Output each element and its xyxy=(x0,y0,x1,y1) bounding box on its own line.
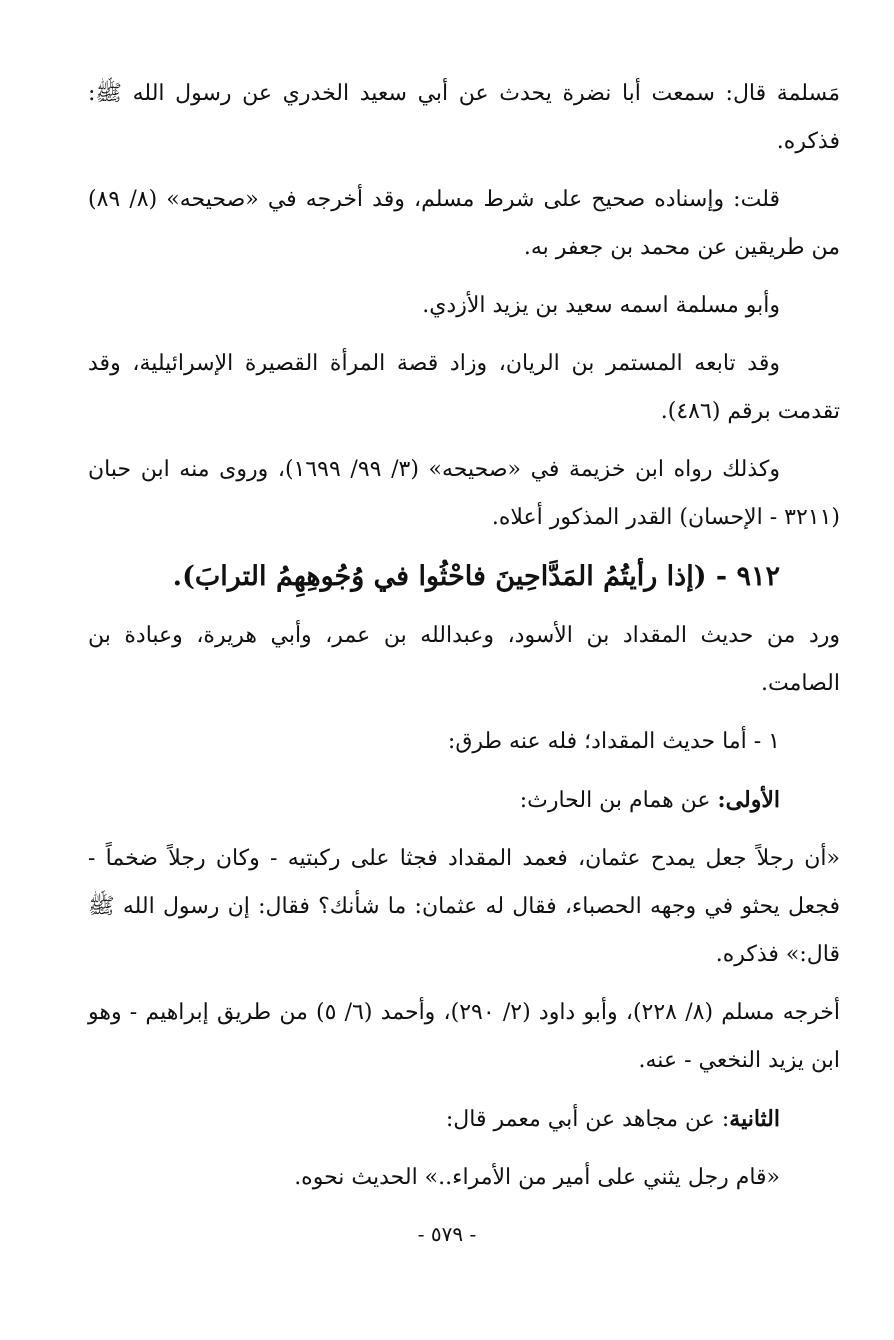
first-route-label: الأولى: xyxy=(717,787,780,813)
paragraph-second-route xyxy=(88,1095,840,1144)
paragraph-miqdad-routes: ١ - أما حديث المقداد؛ فله عنه طرق: xyxy=(447,729,780,754)
paragraph-second-hadith: «قام رجل يثني على أمير من الأمراء..» الحديث نحوه. xyxy=(294,1165,780,1190)
paragraph-first-route xyxy=(88,776,840,825)
second-route-text: : عن مجاهد عن أبي معمر قال: xyxy=(445,1107,730,1132)
paragraph-ibn-khuzayma: وكذلك رواه ابن خزيمة في «صحيحه» (٣/ ٩٩/ ١٦٩٩)، وروى منه ابن حبان (٣٢١١ - الإحسان) القدر المذكور أعلاه. xyxy=(88,457,840,530)
second-route-label: الثانية xyxy=(729,1106,780,1132)
paragraph-narrations: ورد من حديث المقداد بن الأسود، وعبدالله بن عمر، وأبي هريرة، وعبادة بن الصامت. xyxy=(88,623,840,696)
paragraph-isnad-note: قلت: وإسناده صحيح على شرط مسلم، وقد أخرجه في «صحيحه» (٨/ ٨٩) من طريقين عن محمد بن جعفر به. xyxy=(88,187,840,260)
paragraph-continuation: مَسلمة قال: سمعت أبا نضرة يحدث عن أبي سعيد الخدري عن رسول الله ﷺ: فذكره. xyxy=(88,81,840,154)
paragraph-narrator-name: وأبو مسلمة اسمه سعيد بن يزيد الأزدي. xyxy=(422,293,780,318)
paragraph-follow-up: وقد تابعه المستمر بن الريان، وزاد قصة المرأة القصيرة الإسرائيلية، وقد تقدمت برقم (٤٨٦). xyxy=(88,351,840,424)
page-body xyxy=(88,70,840,1212)
paragraph-hadith-text: «أن رجلاً جعل يمدح عثمان، فعمد المقداد فجثا على ركبتيه - وكان رجلاً ضخماً - فجعل يحثو في وجهه الحصباء، فقال له عثمان: ما شأنك؟ فقال: إن رسول الله ﷺ قال:» فذكره. xyxy=(88,846,840,967)
first-route-text: عن همام بن الحارث: xyxy=(519,788,718,813)
hadith-heading: ٩١٢ - (إذا رأيتُمُ المَدَّاحِينَ فاحْثُوا في وُجُوهِهِمُ الترابَ). xyxy=(172,561,780,592)
page-number: - ٥٧٩ - xyxy=(417,1222,477,1246)
paragraph-takhrij: أخرجه مسلم (٨/ ٢٢٨)، وأبو داود (٢/ ٢٩٠)، وأحمد (٦/ ٥) من طريق إبراهيم - وهو ابن يزيد النخعي - عنه. xyxy=(88,1000,841,1073)
